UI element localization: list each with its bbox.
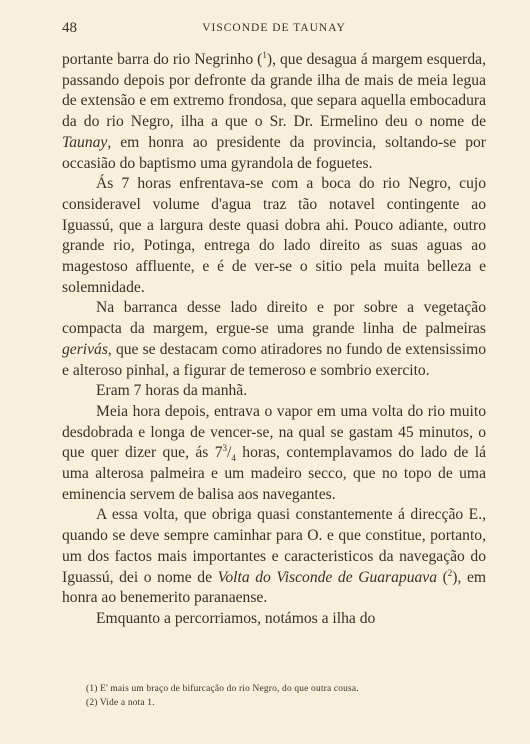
paragraph xyxy=(62,50,486,174)
footnotes xyxy=(86,682,486,710)
note-mark: 4 xyxy=(231,453,236,464)
paragraph xyxy=(62,505,486,609)
text-run: ), em honra ao benemerito paranaense. xyxy=(62,568,487,607)
text-run: portante barra do rio Negrinho ( xyxy=(62,51,263,68)
body-text xyxy=(62,50,486,630)
text-run: Eram 7 horas da manhã. xyxy=(96,382,248,400)
text-run: ( xyxy=(437,568,448,586)
footnote: (2) Vide a nota 1. xyxy=(86,698,155,708)
paragraph xyxy=(62,381,486,402)
paragraph xyxy=(62,298,486,381)
text-run: , que se destacam como atiradores no fundo de extensissimo e alteroso pinhal, a figurar de temeroso e sombrio exercito. xyxy=(62,340,486,379)
text-run: Ás 7 horas enfrentava-se com a boca do rio Negro, cujo consideravel volume d'agua traz tão notavel contingente ao Iguassú, que a largura deste quasi dobra ahi. Pouco adiante, outro grande rio, Potinga, entrega do lado direito as suas aguas ao magestoso affluente, e é de ver-se o sitio pela muita belleza e solemnidade. xyxy=(62,175,486,296)
text-run: / xyxy=(227,444,232,462)
page-header xyxy=(62,20,486,42)
text-run: Emquanto a percorriamos, notámos a ilha do xyxy=(96,609,376,627)
text-run: A essa volta, que obriga quasi constantemente á direcção E., quando se deve sempre caminhar para O. e que constitue, portanto, um dos factos mais importantes e caracteristicos da navegação do Iguassú, dei o nome de xyxy=(62,506,486,586)
text-run: Meia hora depois, entrava o vapor em uma volta do rio muito desdobrada e longa de vencer-se, na qual se gastam 45 minutos, o que quer dizer que, ás 7 xyxy=(62,402,486,462)
italic-text: Taunay xyxy=(62,133,108,151)
paragraph xyxy=(62,174,486,298)
page-number: 48 xyxy=(62,20,77,36)
text-run: Na barranca desse lado direito e por sobre a vegetação compacta da margem, ergue-se uma grande linha de palmeiras xyxy=(62,299,486,338)
note-mark: 3 xyxy=(222,443,228,454)
footnote: (1) E' mais um braço de bifurcação do rio Negro, do que outra cousa. xyxy=(86,684,359,694)
note-mark: 2 xyxy=(447,567,453,578)
running-title: VISCONDE DE TAUNAY xyxy=(202,22,346,34)
italic-text: gerivás xyxy=(62,340,108,358)
text-run: horas, contemplavamos do lado de lá uma alterosa palmeira e um madeiro secco, que no topo de uma eminencia servem de balisa aos navegantes. xyxy=(62,444,486,503)
paragraph xyxy=(62,402,486,506)
text-run: , em honra ao presidente da provincia, soltando-se por occasião do baptismo uma gyrandola de foguetes. xyxy=(62,133,486,172)
note-mark: 1 xyxy=(262,49,267,60)
paragraph xyxy=(62,609,486,630)
text-run: ), que desagua á margem esquerda, passando depois por defronte da grande ilha de mais de meia legua de extensão e em extremo frondosa, que separa aquella embocadura da do rio Negro, ilha a que o Sr. Dr. Ermelino deu o nome de xyxy=(62,51,486,131)
italic-text: Volta do Visconde de Guarapuava xyxy=(217,568,438,586)
